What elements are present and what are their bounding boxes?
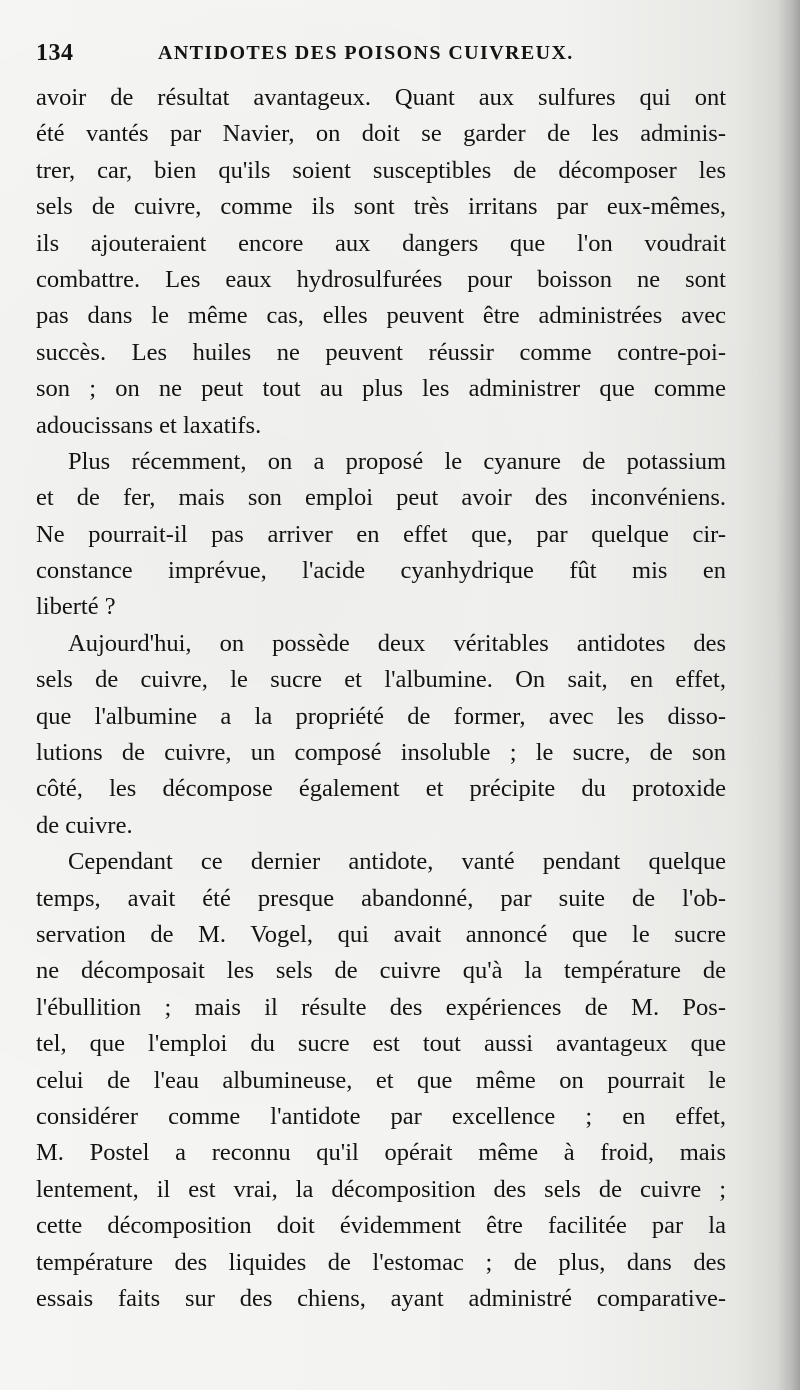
page-edge-shadow [776, 0, 800, 1390]
text-line: température des liquides de l'estomac ; de plus, dans des [36, 1248, 726, 1276]
text-line: et de fer, mais son emploi peut avoir des inconvéniens. [36, 484, 726, 512]
text-line: servation de M. Vogel, qui avait annoncé que le sucre [36, 920, 726, 948]
text-line: sels de cuivre, le sucre et l'albumine. On sait, en effet, [36, 666, 726, 694]
text-line: lutions de cuivre, un composé insoluble ; le sucre, de son [36, 739, 726, 767]
body-text [36, 80, 726, 1317]
text-line: côté, les décompose également et précipite du protoxide [36, 775, 726, 803]
text-line: combattre. Les eaux hydrosulfurées pour boisson ne sont [36, 265, 726, 293]
text-line: son ; on ne peut tout au plus les administrer que comme [36, 375, 726, 403]
text-line: trer, car, bien qu'ils soient susceptibles de décomposer les [36, 156, 726, 184]
text-line: considérer comme l'antidote par excellence ; en effet, [36, 1102, 726, 1130]
text-line: Cependant ce dernier antidote, vanté pendant quelque [68, 848, 726, 876]
text-line: que l'albumine a la propriété de former, avec les disso- [36, 702, 726, 730]
text-line: cette décomposition doit évidemment être facilitée par la [36, 1212, 726, 1240]
text-line: l'ébullition ; mais il résulte des expériences de M. Pos- [36, 993, 726, 1021]
text-line: de cuivre. [36, 811, 133, 839]
text-line: succès. Les huiles ne peuvent réussir comme contre-poi- [36, 338, 726, 366]
text-line: ne décomposait les sels de cuivre qu'à la température de [36, 957, 726, 985]
text-line: Ne pourrait-il pas arriver en effet que, par quelque cir- [36, 520, 726, 548]
text-line: sels de cuivre, comme ils sont très irritans par eux-mêmes, [36, 193, 726, 221]
text-line: celui de l'eau albumineuse, et que même on pourrait le [36, 1066, 726, 1094]
running-head [36, 38, 726, 74]
text-line: avoir de résultat avantageux. Quant aux sulfures qui ont [36, 84, 726, 111]
page-number: 134 [36, 40, 74, 66]
text-line: lentement, il est vrai, la décomposition des sels de cuivre ; [36, 1175, 726, 1203]
text-line: ils ajouteraient encore aux dangers que l'on voudrait [36, 229, 726, 257]
text-line: M. Postel a reconnu qu'il opérait même à froid, mais [36, 1139, 726, 1167]
text-line: Plus récemment, on a proposé le cyanure de potassium [68, 447, 726, 475]
text-line: essais faits sur des chiens, ayant administré comparative- [36, 1284, 726, 1312]
text-line: temps, avait été presque abandonné, par suite de l'ob- [36, 884, 726, 912]
text-line: constance imprévue, l'acide cyanhydrique fût mis en [36, 557, 726, 585]
text-line: Aujourd'hui, on possède deux véritables antidotes des [68, 629, 726, 657]
running-title: ANTIDOTES DES POISONS CUIVREUX. [158, 42, 574, 64]
text-line: pas dans le même cas, elles peuvent être administrées avec [36, 302, 726, 330]
text-line: adoucissans et laxatifs. [36, 411, 262, 439]
text-line: tel, que l'emploi du sucre est tout aussi avantageux que [36, 1030, 726, 1058]
text-line: liberté ? [36, 593, 116, 621]
text-line: été vantés par Navier, on doit se garder de les adminis- [36, 120, 726, 148]
